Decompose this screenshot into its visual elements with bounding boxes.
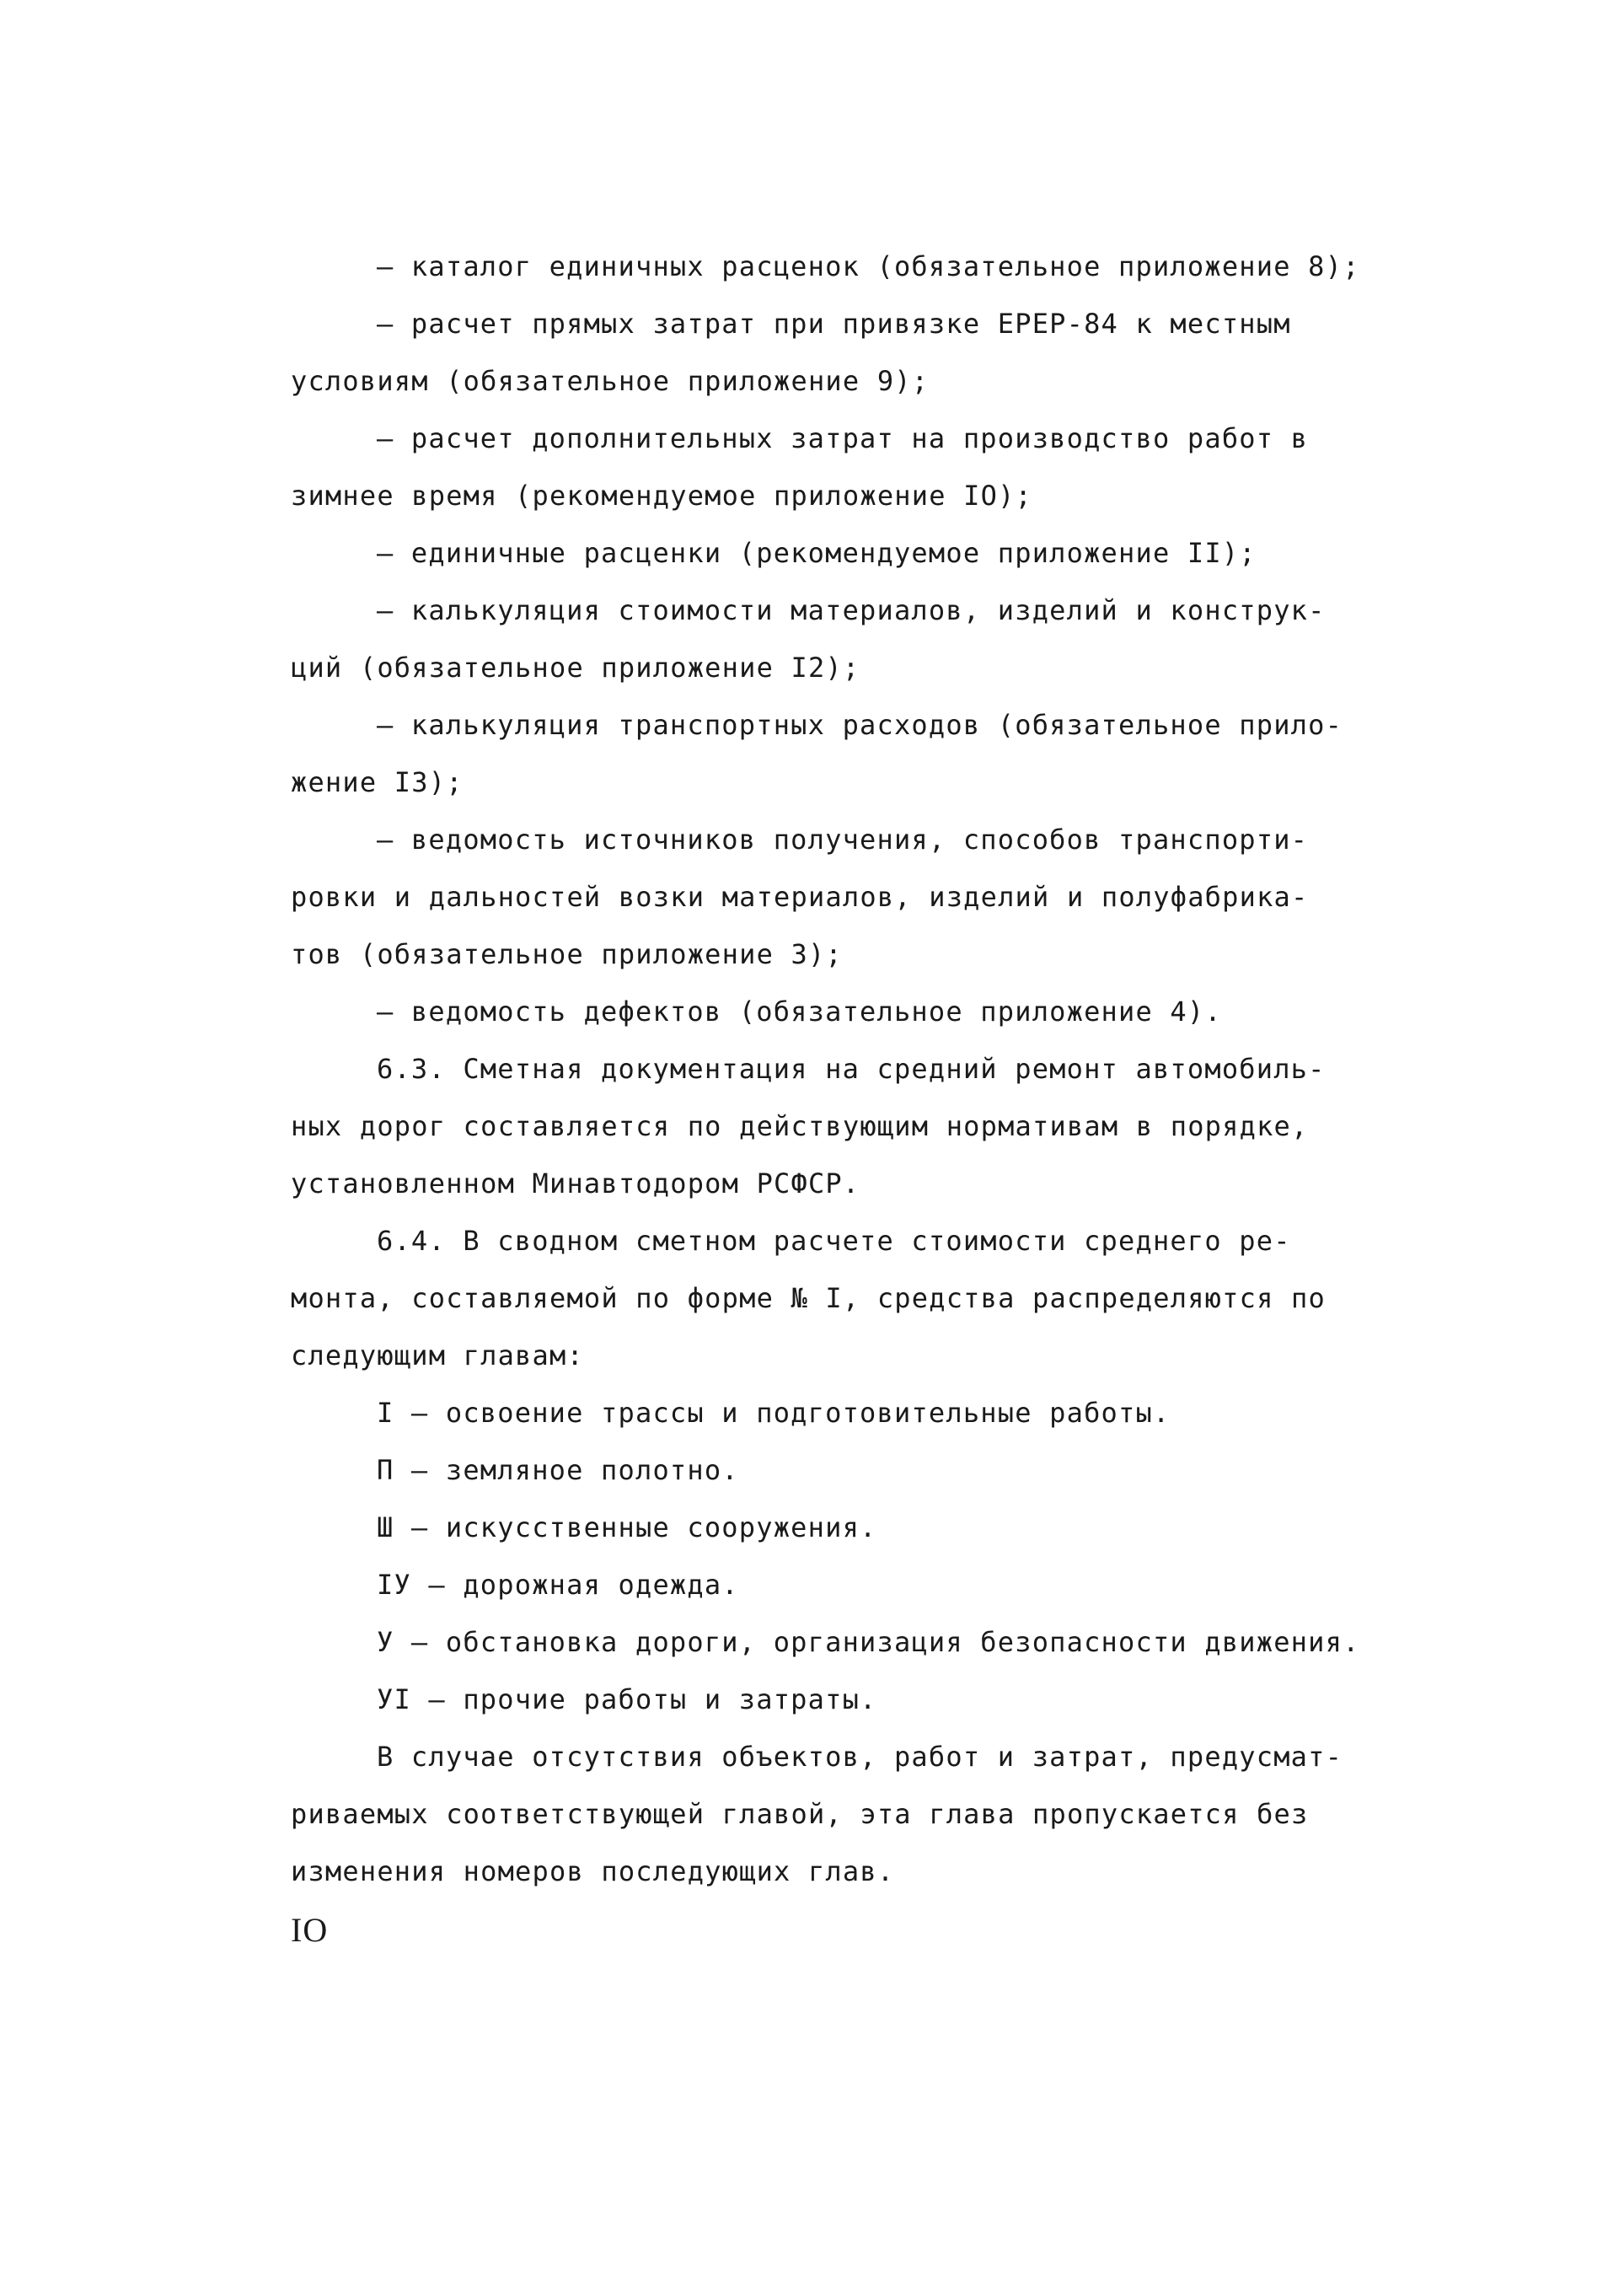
text-line: Ш – искусственные сооружения. xyxy=(377,1511,877,1543)
text-line: ровки и дальностей возки материалов, изделий и полуфабрика- xyxy=(291,881,1309,913)
text-line: I – освоение трассы и подготовительные работы. xyxy=(377,1397,1171,1429)
text-line: – ведомость источников получения, способов транспорти- xyxy=(377,824,1309,856)
text-line: тов (обязательное приложение 3); xyxy=(291,938,843,970)
text-line: 6.4. В сводном сметном расчете стоимости среднего ре- xyxy=(377,1225,1291,1257)
text-line: изменения номеров последующих глав. xyxy=(291,1855,895,1887)
text-line: В случае отсутствия объектов, работ и затрат, предусмат- xyxy=(377,1741,1343,1773)
text-line: У – обстановка дороги, организация безопасности движения. xyxy=(377,1626,1360,1658)
text-line: условиям (обязательное приложение 9); xyxy=(291,365,930,397)
text-line: риваемых соответствующей главой, эта глава пропускается без xyxy=(291,1798,1309,1830)
text-line: – калькуляция стоимости материалов, изделий и конструк- xyxy=(377,594,1326,626)
text-line: – единичные расценки (рекомендуемое приложение II); xyxy=(377,537,1257,569)
text-line: – расчет прямых затрат при привязке ЕРЕР-84 к местным xyxy=(377,308,1291,340)
text-line: УI – прочие работы и затраты. xyxy=(377,1683,877,1715)
text-line: – калькуляция транспортных расходов (обязательное прило- xyxy=(377,709,1343,741)
text-line: ных дорог составляется по действующим нормативам в порядке, xyxy=(291,1110,1309,1142)
text-line: следующим главам: xyxy=(291,1339,584,1371)
text-line: – каталог единичных расценок (обязательное приложение 8); xyxy=(377,250,1360,282)
text-line: – расчет дополнительных затрат на производство работ в xyxy=(377,422,1309,454)
text-line: – ведомость дефектов (обязательное приложение 4). xyxy=(377,996,1222,1028)
text-line: установленном Минавтодором РСФСР. xyxy=(291,1167,860,1200)
text-line: монта, составляемой по форме № I, средства распределяются по xyxy=(291,1282,1326,1314)
page-number: IO xyxy=(291,1911,329,1949)
text-line: жение I3); xyxy=(291,766,464,798)
text-line: ций (обязательное приложение I2); xyxy=(291,652,860,684)
text-line: IУ – дорожная одежда. xyxy=(377,1569,739,1601)
text-line: П – земляное полотно. xyxy=(377,1454,739,1486)
text-line: 6.3. Сметная документация на средний ремонт автомобиль- xyxy=(377,1053,1326,1085)
text-line: зимнее время (рекомендуемое приложение IO); xyxy=(291,480,1033,512)
